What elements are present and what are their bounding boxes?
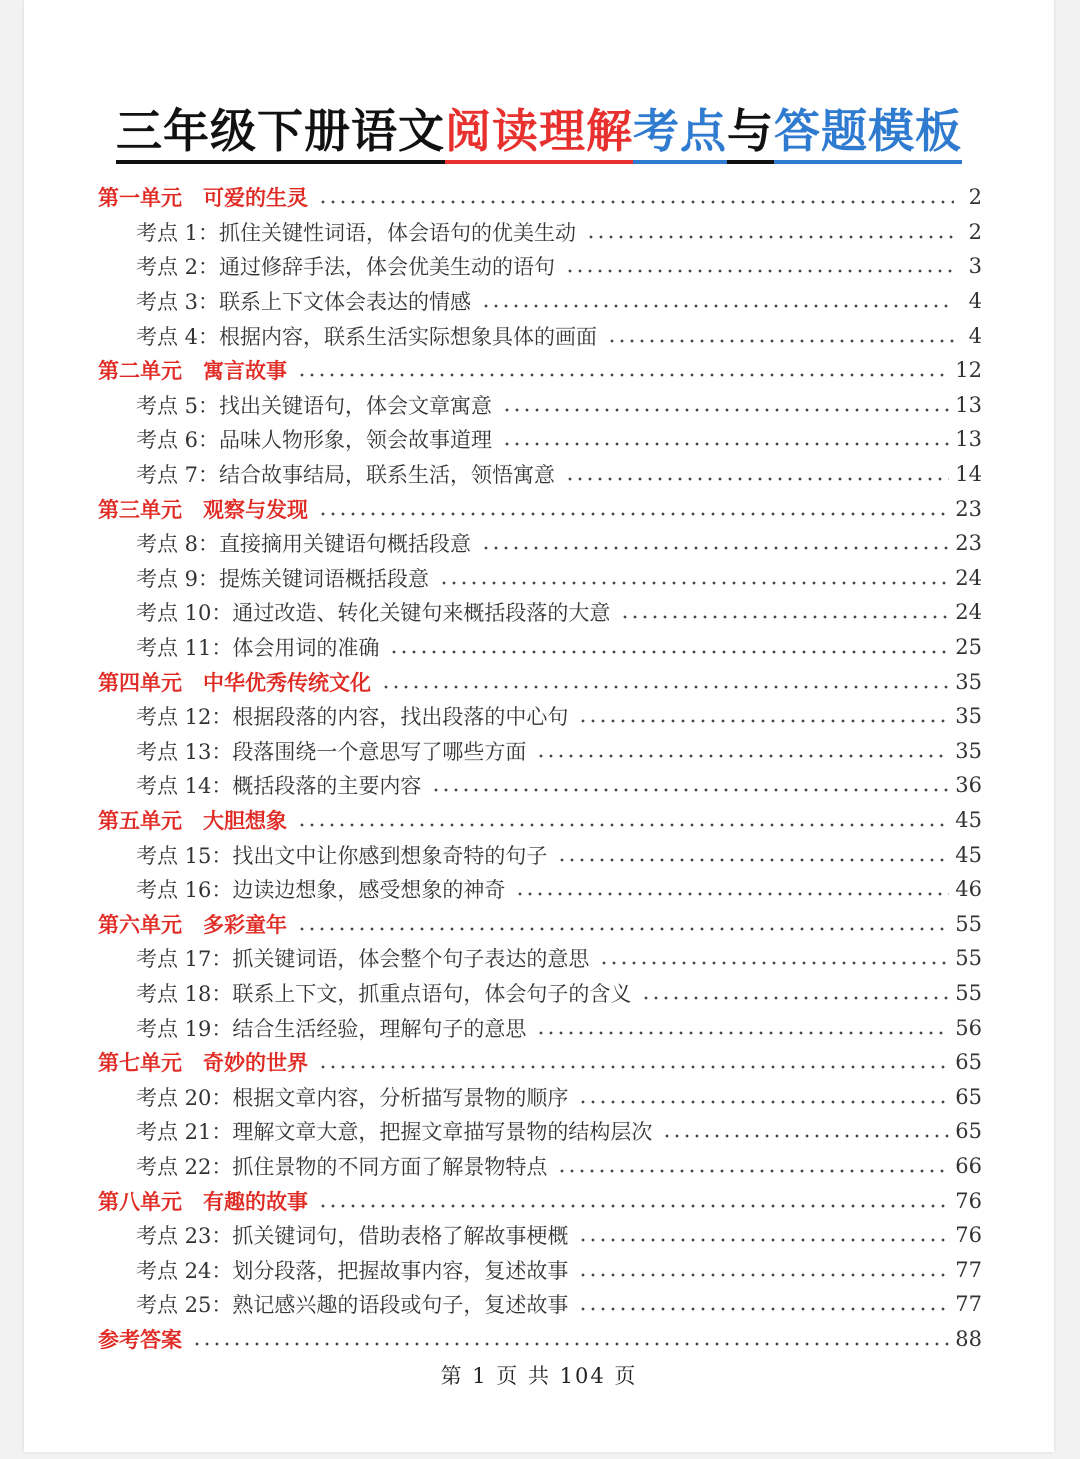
toc-dot-leader <box>439 581 949 585</box>
toc-entry-label: 第四单元 中华优秀传统文化 <box>98 669 371 695</box>
toc-page-number: 24 <box>955 600 982 625</box>
toc-page-number: 36 <box>955 773 982 798</box>
toc-point-entry[interactable] <box>98 1287 982 1322</box>
toc-dot-leader <box>578 719 949 723</box>
toc-page-number: 77 <box>955 1292 982 1317</box>
toc-point-entry[interactable] <box>98 1010 982 1045</box>
toc-dot-leader <box>536 754 949 758</box>
toc-dot-leader <box>481 304 954 308</box>
toc-dot-leader <box>297 823 949 827</box>
toc-entry-label: 考点 17：抓关键词语，体会整个句子表达的意思 <box>136 947 590 972</box>
toc-point-entry[interactable] <box>98 872 982 907</box>
toc-point-entry[interactable] <box>98 388 982 423</box>
toc-entry-label: 考点 19：结合生活经验，理解句子的意思 <box>136 1016 527 1041</box>
toc-page-number: 76 <box>955 1223 982 1248</box>
toc-page-number: 35 <box>955 704 982 729</box>
toc-entry-label: 考点 20：根据文章内容，分析描写景物的顺序 <box>136 1085 569 1110</box>
toc-dot-leader <box>381 685 949 689</box>
toc-dot-leader <box>641 996 949 1000</box>
toc-dot-leader <box>599 961 949 965</box>
toc-dot-leader <box>578 1307 949 1311</box>
toc-unit-entry[interactable] <box>98 906 982 941</box>
toc-dot-leader <box>431 788 949 792</box>
toc-dot-leader <box>536 1031 949 1035</box>
toc-point-entry[interactable] <box>98 699 982 734</box>
toc-dot-leader <box>586 235 954 239</box>
toc-page-number: 35 <box>955 669 982 694</box>
toc-point-entry[interactable] <box>98 734 982 769</box>
toc-point-entry[interactable] <box>98 249 982 284</box>
toc-point-entry[interactable] <box>98 318 982 353</box>
toc-entry-label: 第六单元 多彩童年 <box>98 911 287 937</box>
toc-entry-label: 考点 18：联系上下文，抓重点语句，体会句子的含义 <box>136 981 632 1006</box>
toc-page-number: 12 <box>955 358 982 383</box>
toc-page-number: 35 <box>955 738 982 763</box>
toc-unit-entry[interactable] <box>98 491 982 526</box>
toc-page-number: 13 <box>955 392 982 417</box>
toc-page-number: 23 <box>955 531 982 556</box>
toc-entry-label: 考点 8：直接摘用关键语句概括段意 <box>136 532 472 557</box>
toc-entry-label: 考点 7：结合故事结局，联系生活，领悟寓意 <box>136 463 556 488</box>
toc-page-number: 56 <box>955 1015 982 1040</box>
toc-dot-leader <box>565 477 949 481</box>
toc-point-entry[interactable] <box>98 215 982 250</box>
toc-entry-label: 考点 16：边读边想象，感受想象的神奇 <box>136 878 506 903</box>
toc-dot-leader <box>502 442 949 446</box>
title-part-and: 与 <box>727 104 774 164</box>
toc-entry-label: 考点 15：找出文中让你感到想象奇特的句子 <box>136 843 548 868</box>
toc-page-number: 88 <box>955 1326 982 1351</box>
toc-entry-label: 第三单元 观察与发现 <box>98 496 308 522</box>
toc-point-entry[interactable] <box>98 941 982 976</box>
toc-point-entry[interactable] <box>98 1079 982 1114</box>
toc-entry-label: 考点 10：通过改造、转化关键句来概括段落的大意 <box>136 601 611 626</box>
toc-point-entry[interactable] <box>98 595 982 630</box>
toc-entry-label: 考点 24：划分段落，把握故事内容，复述故事 <box>136 1258 569 1283</box>
toc-dot-leader <box>318 1204 949 1208</box>
toc-dot-leader <box>565 269 954 273</box>
toc-entry-label: 参考答案 <box>98 1326 182 1352</box>
toc-entry-label: 考点 25：熟记感兴趣的语段或句子，复述故事 <box>136 1293 569 1318</box>
toc-unit-entry[interactable] <box>98 664 982 699</box>
toc-dot-leader <box>557 858 949 862</box>
toc-entry-label: 第二单元 寓言故事 <box>98 358 287 384</box>
toc-entry-label: 考点 21：理解文章大意，把握文章描写景物的结构层次 <box>136 1120 653 1145</box>
toc-entry-label: 第五单元 大胆想象 <box>98 807 287 833</box>
toc-entry-label: 考点 4：根据内容，联系生活实际想象具体的画面 <box>136 324 598 349</box>
toc-page-number: 65 <box>955 1119 982 1144</box>
toc-point-entry[interactable] <box>98 976 982 1011</box>
toc-dot-leader <box>192 1342 949 1346</box>
toc-entry-label: 第八单元 有趣的故事 <box>98 1188 308 1214</box>
toc-point-entry[interactable] <box>98 837 982 872</box>
toc-page-number: 23 <box>955 496 982 521</box>
toc-page-number: 65 <box>955 1084 982 1109</box>
toc-entry-label: 第七单元 奇妙的世界 <box>98 1050 308 1076</box>
toc-page-number: 55 <box>955 980 982 1005</box>
toc-point-entry[interactable] <box>98 630 982 665</box>
toc-unit-entry[interactable] <box>98 1045 982 1080</box>
toc-unit-entry[interactable] <box>98 353 982 388</box>
toc-dot-leader <box>318 200 954 204</box>
toc-page-number: 2 <box>968 185 982 210</box>
toc-point-entry[interactable] <box>98 1149 982 1184</box>
toc-point-entry[interactable] <box>98 284 982 319</box>
toc-dot-leader <box>502 408 949 412</box>
toc-entry-label: 考点 23：抓关键词句，借助表格了解故事梗概 <box>136 1224 569 1249</box>
toc-entry-label: 考点 6：品味人物形象，领会故事道理 <box>136 428 493 453</box>
toc-dot-leader <box>578 1238 949 1242</box>
toc-dot-leader <box>297 927 949 931</box>
toc-entry-label: 第一单元 可爱的生灵 <box>98 185 308 211</box>
toc-page-number: 25 <box>955 635 982 660</box>
toc-point-entry[interactable] <box>98 1114 982 1149</box>
toc-page-number: 55 <box>955 911 982 936</box>
toc-entry-label: 考点 9：提炼关键词语概括段意 <box>136 566 430 591</box>
toc-point-entry[interactable] <box>98 768 982 803</box>
toc-point-entry[interactable] <box>98 457 982 492</box>
toc-page-number: 24 <box>955 565 982 590</box>
toc-dot-leader <box>557 1169 949 1173</box>
toc-page-number: 4 <box>968 323 982 348</box>
toc-page-number: 2 <box>968 219 982 244</box>
toc-entry-label: 考点 3：联系上下文体会表达的情感 <box>136 290 472 315</box>
toc-page-number: 14 <box>955 462 982 487</box>
toc-page-number: 55 <box>955 946 982 971</box>
toc-unit-entry[interactable] <box>98 1183 982 1218</box>
toc-point-entry[interactable] <box>98 422 982 457</box>
title-part-reading: 阅读理解 <box>445 104 633 164</box>
toc-entry-label: 考点 14：概括段落的主要内容 <box>136 774 422 799</box>
toc-page-number: 77 <box>955 1257 982 1282</box>
toc-page-number: 66 <box>955 1153 982 1178</box>
document-page <box>24 0 1054 1452</box>
toc-dot-leader <box>515 892 949 896</box>
toc-entry-label: 考点 11：体会用词的准确 <box>136 636 380 661</box>
toc-page-number: 3 <box>968 254 982 279</box>
toc-dot-leader <box>297 373 949 377</box>
toc-unit-entry[interactable] <box>98 1322 982 1357</box>
page-title <box>24 96 1054 166</box>
toc-entry-label: 考点 12：根据段落的内容，找出段落的中心句 <box>136 705 569 730</box>
toc-dot-leader <box>481 546 949 550</box>
toc-page-number: 65 <box>955 1050 982 1075</box>
title-part-points: 考点 <box>633 104 727 164</box>
toc-dot-leader <box>662 1134 949 1138</box>
toc-page-number: 46 <box>955 877 982 902</box>
toc-entry-label: 考点 13：段落围绕一个意思写了哪些方面 <box>136 739 527 764</box>
toc-dot-leader <box>318 512 949 516</box>
toc-entry-label: 考点 5：找出关键语句，体会文章寓意 <box>136 393 493 418</box>
toc-dot-leader <box>389 650 949 654</box>
toc-page-number: 13 <box>955 427 982 452</box>
toc-entry-label: 考点 1：抓住关键性词语，体会语句的优美生动 <box>136 220 577 245</box>
toc-unit-entry[interactable] <box>98 803 982 838</box>
page-footer: 第 1 页 共 104 页 <box>440 1364 638 1388</box>
toc-point-entry[interactable] <box>98 1218 982 1253</box>
toc-page-number: 4 <box>968 289 982 314</box>
title-part-templates: 答题模板 <box>774 104 962 164</box>
toc-page-number: 76 <box>955 1188 982 1213</box>
toc-dot-leader <box>607 339 954 343</box>
toc-point-entry[interactable] <box>98 561 982 596</box>
title-part-grade: 三年级下册语文 <box>116 104 445 164</box>
toc-point-entry[interactable] <box>98 1252 982 1287</box>
toc-dot-leader <box>578 1273 949 1277</box>
table-of-contents <box>98 180 982 1356</box>
toc-unit-entry[interactable] <box>98 180 982 215</box>
toc-point-entry[interactable] <box>98 526 982 561</box>
toc-dot-leader <box>318 1065 949 1069</box>
toc-entry-label: 考点 2：通过修辞手法，体会优美生动的语句 <box>136 255 556 280</box>
toc-page-number: 45 <box>955 842 982 867</box>
toc-dot-leader <box>578 1100 949 1104</box>
toc-entry-label: 考点 22：抓住景物的不同方面了解景物特点 <box>136 1154 548 1179</box>
toc-page-number: 45 <box>955 807 982 832</box>
toc-dot-leader <box>620 615 949 619</box>
